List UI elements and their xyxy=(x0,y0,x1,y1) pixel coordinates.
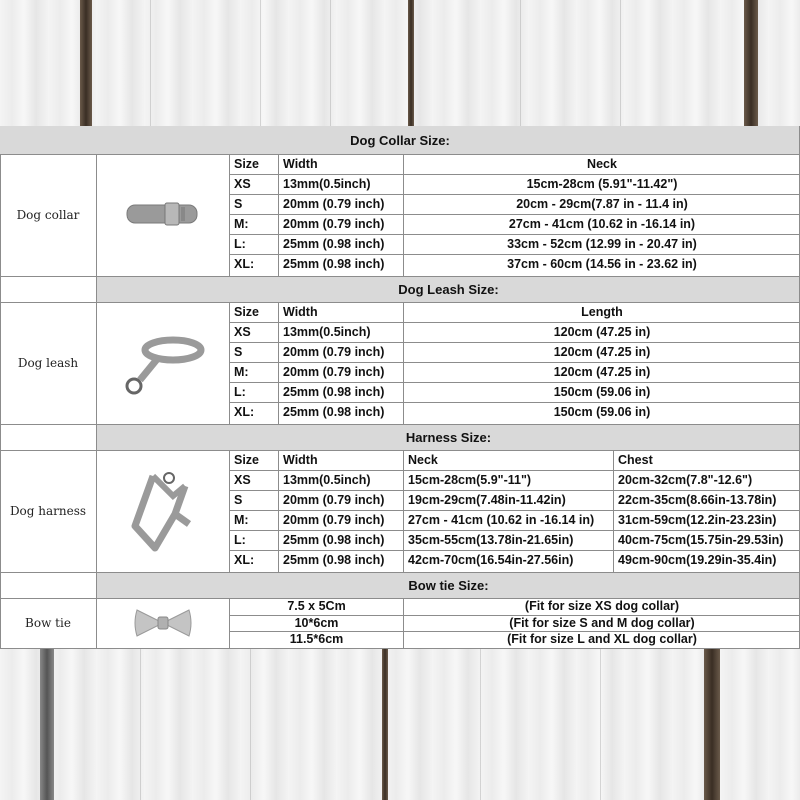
grid-vline xyxy=(0,154,1,648)
grid-hline xyxy=(230,510,800,511)
leash-header-width: Width xyxy=(283,305,318,319)
bowtie-cell-1-1: (Fit for size S and M dog collar) xyxy=(509,615,695,630)
harness-cell-1-2: 19cm-29cm(7.48in-11.42in) xyxy=(408,493,566,507)
leash-section-title: Dog Leash Size: xyxy=(97,276,800,302)
grid-hline xyxy=(0,598,800,599)
bowtie-cell-2-0: 11.5*6cm xyxy=(289,632,344,646)
harness-header-neck: Neck xyxy=(408,453,438,467)
harness-header-chest: Chest xyxy=(618,453,653,467)
harness-cell-3-1: 25mm (0.98 inch) xyxy=(283,533,385,547)
collar-row-label: Dog collar xyxy=(16,208,80,222)
harness-cell-3-2: 35cm-55cm(13.78in-21.65in) xyxy=(408,533,574,547)
bowtie-row-label: Bow tie xyxy=(25,616,71,630)
harness-header-size: Size xyxy=(234,453,260,467)
grid-hline xyxy=(0,572,800,573)
bowtie-section-title: Bow tie Size: xyxy=(97,572,800,598)
grid-vline xyxy=(403,598,404,648)
leash-cell-3-2: 150cm (59.06 in) xyxy=(553,385,651,399)
collar-cell-3-1: 25mm (0.98 inch) xyxy=(283,237,385,251)
collar-cell-1-2: 20cm - 29cm(7.87 in - 11.4 in) xyxy=(516,197,688,211)
bow-tie-icon xyxy=(97,598,229,648)
collar-cell-4-0: XL: xyxy=(234,257,255,271)
bowtie-cell-1-0: 10*6cm xyxy=(294,615,339,630)
collar-cell-2-1: 20mm (0.79 inch) xyxy=(283,217,385,231)
leash-cell-0-1: 13mm(0.5inch) xyxy=(283,325,371,339)
grid-vline xyxy=(96,154,97,648)
collar-cell-0-2: 15cm-28cm (5.91"-11.42") xyxy=(526,177,678,191)
harness-row-label: Dog harness xyxy=(9,504,87,518)
leash-cell-1-1: 20mm (0.79 inch) xyxy=(283,345,385,359)
dog-leash-icon xyxy=(97,302,229,424)
harness-cell-2-3: 31cm-59cm(12.2in-23.23in) xyxy=(618,513,777,527)
grid-hline xyxy=(230,615,800,616)
collar-cell-2-2: 27cm - 41cm (10.62 in -16.14 in) xyxy=(508,217,696,231)
bowtie-cell-0-1: (Fit for size XS dog collar) xyxy=(524,599,680,613)
leash-cell-0-0: XS xyxy=(234,325,251,339)
leash-row-label: Dog leash xyxy=(17,356,79,370)
leash-cell-4-1: 25mm (0.98 inch) xyxy=(283,405,385,419)
grid-vline xyxy=(278,450,279,572)
dog-collar-icon xyxy=(97,154,229,276)
leash-cell-1-2: 120cm (47.25 in) xyxy=(553,345,651,359)
collar-cell-3-0: L: xyxy=(234,237,246,251)
grid-hline xyxy=(0,424,800,425)
size-chart xyxy=(0,126,800,648)
dog-harness-icon xyxy=(97,450,229,572)
leash-cell-1-0: S xyxy=(234,345,243,359)
grid-hline xyxy=(230,470,800,471)
grid-vline xyxy=(229,598,230,648)
leash-cell-2-0: M: xyxy=(234,365,249,379)
collar-header-width: Width xyxy=(283,157,318,171)
grid-hline xyxy=(230,631,800,632)
collar-cell-1-0: S xyxy=(234,197,243,211)
harness-cell-1-3: 22cm-35cm(8.66in-13.78in) xyxy=(618,493,777,507)
grid-hline xyxy=(230,382,800,383)
leash-cell-3-0: L: xyxy=(234,385,246,399)
grid-hline xyxy=(230,234,800,235)
grid-vline xyxy=(403,154,404,276)
collar-cell-0-0: XS xyxy=(234,177,251,191)
leash-cell-2-2: 120cm (47.25 in) xyxy=(553,365,651,379)
grid-hline xyxy=(0,154,800,155)
leash-cell-0-2: 120cm (47.25 in) xyxy=(553,325,651,339)
harness-section-title: Harness Size: xyxy=(97,424,800,450)
leash-header-length: Length xyxy=(581,305,623,319)
grid-vline xyxy=(229,154,230,276)
collar-header-size: Size xyxy=(234,157,260,171)
grid-vline xyxy=(613,450,614,572)
leash-cell-4-0: XL: xyxy=(234,405,255,419)
harness-cell-3-0: L: xyxy=(234,533,246,547)
grid-hline xyxy=(230,530,800,531)
grid-hline xyxy=(0,276,800,277)
harness-cell-4-1: 25mm (0.98 inch) xyxy=(283,553,385,567)
grid-hline xyxy=(230,322,800,323)
harness-cell-2-0: M: xyxy=(234,513,249,527)
grid-hline xyxy=(0,648,800,649)
collar-header-neck: Neck xyxy=(587,157,617,171)
wood-background-bottom xyxy=(0,648,800,800)
grid-vline xyxy=(403,302,404,424)
harness-cell-3-3: 40cm-75cm(15.75in-29.53in) xyxy=(618,533,784,547)
grid-hline xyxy=(230,490,800,491)
harness-cell-0-1: 13mm(0.5inch) xyxy=(283,473,371,487)
harness-cell-4-2: 42cm-70cm(16.54in-27.56in) xyxy=(408,553,574,567)
collar-section-title: Dog Collar Size: xyxy=(0,126,800,154)
grid-vline xyxy=(278,154,279,276)
grid-hline xyxy=(0,450,800,451)
wood-background-top xyxy=(0,0,800,126)
collar-cell-1-1: 20mm (0.79 inch) xyxy=(283,197,385,211)
grid-hline xyxy=(230,254,800,255)
leash-cell-4-2: 150cm (59.06 in) xyxy=(553,405,651,419)
harness-cell-2-2: 27cm - 41cm (10.62 in -16.14 in) xyxy=(408,513,595,527)
grid-vline xyxy=(229,450,230,572)
harness-cell-2-1: 20mm (0.79 inch) xyxy=(283,513,385,527)
grid-hline xyxy=(230,362,800,363)
harness-cell-1-1: 20mm (0.79 inch) xyxy=(283,493,385,507)
grid-vline xyxy=(229,302,230,424)
collar-cell-3-2: 33cm - 52cm (12.99 in - 20.47 in) xyxy=(507,237,697,251)
leash-header-size: Size xyxy=(234,305,260,319)
collar-cell-4-2: 37cm - 60cm (14.56 in - 23.62 in) xyxy=(507,257,697,271)
bowtie-cell-0-0: 7.5 x 5Cm xyxy=(287,599,346,613)
harness-cell-4-0: XL: xyxy=(234,553,255,567)
harness-cell-0-3: 20cm-32cm(7.8"-12.6") xyxy=(618,473,753,487)
leash-cell-3-1: 25mm (0.98 inch) xyxy=(283,385,385,399)
grid-hline xyxy=(230,174,800,175)
grid-vline xyxy=(403,450,404,572)
harness-cell-4-3: 49cm-90cm(19.29in-35.4in) xyxy=(618,553,777,567)
bowtie-cell-2-1: (Fit for size L and XL dog collar) xyxy=(507,632,697,646)
collar-cell-4-1: 25mm (0.98 inch) xyxy=(283,257,385,271)
harness-header-width: Width xyxy=(283,453,318,467)
grid-hline xyxy=(230,214,800,215)
grid-hline xyxy=(230,342,800,343)
grid-hline xyxy=(230,194,800,195)
grid-hline xyxy=(230,402,800,403)
grid-hline xyxy=(0,302,800,303)
collar-cell-2-0: M: xyxy=(234,217,249,231)
harness-cell-0-2: 15cm-28cm(5.9"-11") xyxy=(408,473,532,487)
grid-hline xyxy=(230,550,800,551)
harness-cell-0-0: XS xyxy=(234,473,251,487)
harness-cell-1-0: S xyxy=(234,493,243,507)
collar-cell-0-1: 13mm(0.5inch) xyxy=(283,177,371,191)
grid-vline xyxy=(278,302,279,424)
leash-cell-2-1: 20mm (0.79 inch) xyxy=(283,365,385,379)
